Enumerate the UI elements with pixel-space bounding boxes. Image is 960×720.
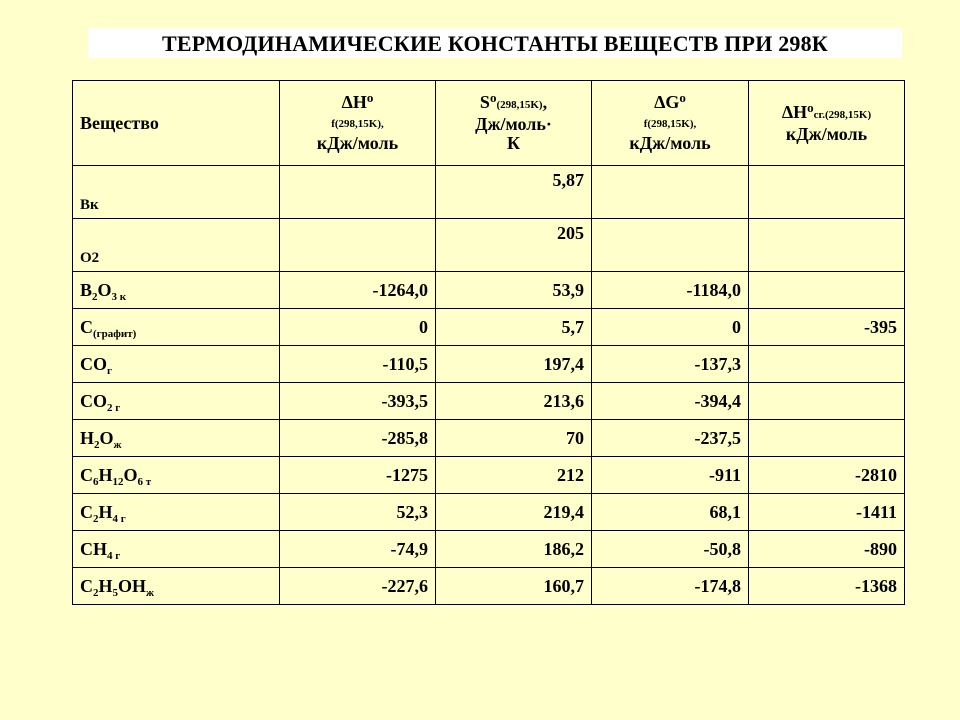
substance-cell: $CO_г$ <box>73 346 280 383</box>
substance-cell: $C_6H_{12}O_{6 т}$ <box>73 457 280 494</box>
substance-cell: $C_2H_5OH_ж$ <box>73 568 280 605</box>
dgf-cell <box>592 166 749 219</box>
header-dgf: $\Delta G^o$ f(298,15K), кДж/моль <box>592 81 749 166</box>
dhf-cell <box>280 219 436 272</box>
table-row <box>73 219 905 272</box>
table-row <box>73 531 905 568</box>
s-cell: 70 <box>436 420 592 457</box>
title-bar <box>88 28 902 58</box>
dgf-cell: -50,8 <box>592 531 749 568</box>
table-row <box>73 457 905 494</box>
header-substance: Вещество <box>73 81 280 166</box>
dhc-cell: -395 <box>749 309 905 346</box>
dhf-cell: -393,5 <box>280 383 436 420</box>
dhf-cell: 52,3 <box>280 494 436 531</box>
s-cell: 160,7 <box>436 568 592 605</box>
table-row <box>73 494 905 531</box>
dhf-cell: -1264,0 <box>280 272 436 309</box>
substance-cell: $CO_{2 г}$ <box>73 383 280 420</box>
header-dhc: $\Delta H^oсг.(298,15K)$ кДж/моль <box>749 81 905 166</box>
dgf-cell: -174,8 <box>592 568 749 605</box>
dhc-cell <box>749 420 905 457</box>
dhf-cell: -1275 <box>280 457 436 494</box>
s-cell: 197,4 <box>436 346 592 383</box>
dgf-cell: 0 <box>592 309 749 346</box>
dhc-cell <box>749 383 905 420</box>
dgf-cell: -1184,0 <box>592 272 749 309</box>
table-row <box>73 346 905 383</box>
table-row <box>73 383 905 420</box>
dhf-cell: -227,6 <box>280 568 436 605</box>
dgf-cell: 68,1 <box>592 494 749 531</box>
s-cell: 53,9 <box>436 272 592 309</box>
table-row <box>73 166 905 219</box>
dhc-cell: -1368 <box>749 568 905 605</box>
dhf-cell <box>280 166 436 219</box>
dhf-cell: -74,9 <box>280 531 436 568</box>
dhf-cell: -285,8 <box>280 420 436 457</box>
table-row <box>73 309 905 346</box>
s-cell: 205 <box>436 219 592 272</box>
substance-cell: $CH_{4 г}$ <box>73 531 280 568</box>
header-row <box>73 81 905 166</box>
dhc-cell <box>749 166 905 219</box>
substance-cell: O2 <box>73 219 280 272</box>
thermo-constants-table <box>72 80 905 605</box>
s-cell: 213,6 <box>436 383 592 420</box>
table-row <box>73 568 905 605</box>
dhc-cell: -1411 <box>749 494 905 531</box>
substance-cell: $B_2O_{3 к}$ <box>73 272 280 309</box>
substance-cell: $C_2H_{4 г}$ <box>73 494 280 531</box>
dhc-cell: -2810 <box>749 457 905 494</box>
dhc-cell <box>749 272 905 309</box>
dhc-cell: -890 <box>749 531 905 568</box>
header-dhf: $\Delta H^o$ f(298,15K), кДж/моль <box>280 81 436 166</box>
table-row <box>73 420 905 457</box>
substance-cell: Вк <box>73 166 280 219</box>
s-cell: 5,87 <box>436 166 592 219</box>
dhf-cell: 0 <box>280 309 436 346</box>
s-cell: 186,2 <box>436 531 592 568</box>
dgf-cell: -911 <box>592 457 749 494</box>
s-cell: 5,7 <box>436 309 592 346</box>
dgf-cell <box>592 219 749 272</box>
header-entropy: $S^o(298,15K)$, Дж/моль· К <box>436 81 592 166</box>
dgf-cell: -237,5 <box>592 420 749 457</box>
s-cell: 212 <box>436 457 592 494</box>
dhf-cell: -110,5 <box>280 346 436 383</box>
s-cell: 219,4 <box>436 494 592 531</box>
substance-cell: $C_{(графит)}$ <box>73 309 280 346</box>
dhc-cell <box>749 346 905 383</box>
dgf-cell: -394,4 <box>592 383 749 420</box>
dgf-cell: -137,3 <box>592 346 749 383</box>
dhc-cell <box>749 219 905 272</box>
table-row <box>73 272 905 309</box>
substance-cell: $H_2O_ж$ <box>73 420 280 457</box>
page-title: ТЕРМОДИНАМИЧЕСКИЕ КОНСТАНТЫ ВЕЩЕСТВ ПРИ 298К <box>162 31 828 56</box>
